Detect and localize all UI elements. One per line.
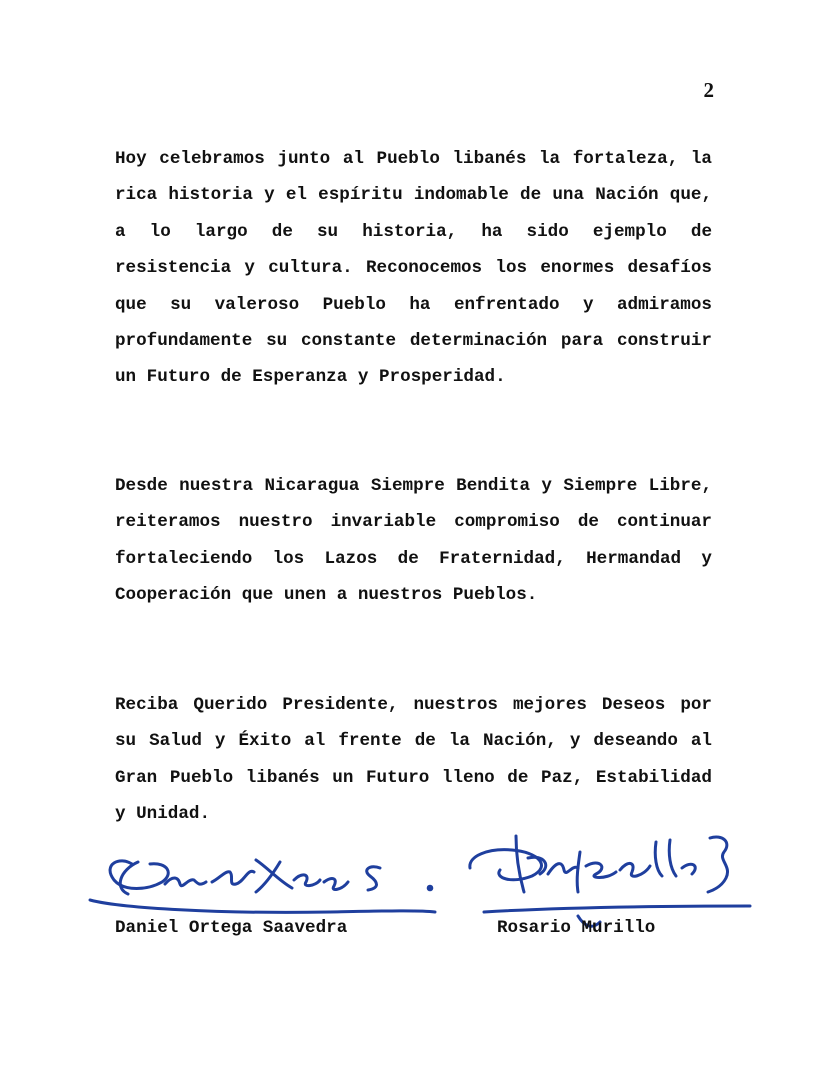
- letter-paragraph-3: [115, 687, 712, 833]
- signatory-name-murillo: Rosario Murillo: [497, 918, 656, 938]
- paragraph-text: Desde nuestra Nicaragua Siempre Bendita y Siempre Libre, reiteramos nuestro invariable compromiso de continuar fortaleciendo los Lazos de Fraternidad, Hermandad y Cooperación que unen a nuestros Pueblos.: [115, 476, 712, 606]
- signature-rosario-murillo: [460, 818, 760, 928]
- paragraph-text: Hoy celebramos junto al Pueblo libanés la fortaleza, la rica historia y el espíritu indomable de una Nación que, a lo largo de su historia, ha sido ejemplo de resistencia y cultura. Reconocemos los enormes desafíos que su valeroso Pueblo ha enfrentado y admiramos profundamente su constante determinación para construir un Futuro de Esperanza y Prosperidad.: [115, 149, 712, 388]
- page-number: 2: [703, 78, 714, 102]
- letter-paragraph-1: [115, 141, 712, 396]
- paragraph-text: Reciba Querido Presidente, nuestros mejores Deseos por su Salud y Éxito al frente de la Nación, y deseando al Gran Pueblo libanés un Futuro lleno de Paz, Estabilidad y Unidad.: [115, 695, 712, 825]
- signature-daniel-ortega: [80, 842, 450, 922]
- signatory-name-ortega: Daniel Ortega Saavedra: [115, 918, 348, 938]
- letter-paragraph-2: [115, 468, 712, 614]
